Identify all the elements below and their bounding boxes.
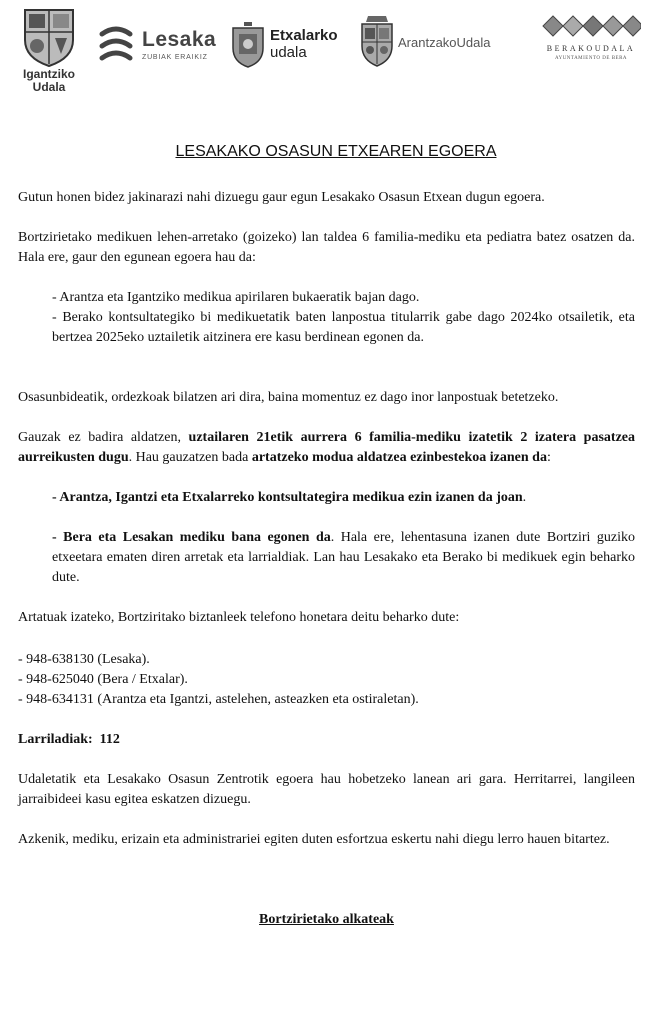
team-paragraph: Bortzirietako medikuen lehen-arretako (goizeko) lan taldea 6 familia-mediku eta pediatra batez osatzen da. Hala ere, gaur den egunean egoera hau da:: [18, 230, 635, 265]
bera-logo-name: BERAKOUDALA: [546, 44, 636, 53]
emergency-label: Larriladiak:: [18, 732, 93, 747]
gauzak-text-c: . Hau gauzatzen bada: [128, 450, 252, 465]
igantzi-logo-line2: Udala: [32, 80, 66, 94]
etxalar-logo-line2: udala: [270, 44, 307, 61]
signature-line: [18, 910, 635, 930]
lesaka-logo-name: Lesaka: [142, 28, 217, 51]
udal-paragraph: Udaletatik eta Lesakako Osasun Zentrotik egoera hau hobetzeko lanean ari gara. Herritarrei, langileen jarraibideei kasu egitea eskatzen dizuegu.: [18, 772, 635, 807]
lesaka-logo-sub: ZUBIAK ERAIKIZ: [142, 54, 208, 61]
document-title: LESAKAKO OSASUN ETXEAREN EGOERA: [175, 143, 497, 160]
arantza-logo: [358, 14, 508, 69]
phone-item-lesaka: - 948-638130 (Lesaka).: [18, 652, 150, 667]
etxalar-shield-icon: [230, 20, 266, 68]
phone-item-bera: - 948-625040 (Bera / Etxalar).: [18, 672, 188, 687]
bera-logo: [536, 14, 646, 74]
gauzak-bold-d: artatzeko modua aldatzea ezinbestekoa izanen da: [251, 450, 547, 465]
etxalar-logo: [230, 20, 355, 70]
gauzak-paragraph: [18, 428, 635, 468]
bera-lesaka-text: . Hala ere, lehentasuna izanen dute Bortziri guziko etxeetara ematen diren arretak eta larrialdiak. Lan hau Lesakako eta Berako bi medikuek egin beharko dute.: [52, 530, 635, 585]
igantzi-logo-line1: Igantziko: [22, 67, 75, 81]
arantza-shield-icon: [358, 14, 396, 68]
bera-lesaka-bold: - Bera eta Lesakan mediku bana egonen da: [52, 530, 331, 545]
etxalar-logo-line1: Etxalarko: [270, 27, 338, 44]
phone-item-arantza: - 948-634131 (Arantza eta Igantzi, astelehen, asteazken eta ostiraletan).: [18, 692, 419, 707]
osasunbidea-paragraph: Osasunbideatik, ordezkoak bilatzen ari dira, baina momentuz ez dago inor lanpostuak betetzeko.: [18, 390, 559, 405]
lesaka-logo: [98, 24, 220, 66]
emergency-line: [18, 730, 635, 750]
signature-text: Bortzirietako alkateak: [259, 912, 394, 927]
logo-header: [0, 0, 672, 110]
intro-paragraph: Gutun honen bidez jakinarazi nahi dizuegu gaur egun Lesakako Osasun Etxean dugun egoera.: [18, 190, 545, 205]
gauzak-text-a: Gauzak ez badira aldatzen,: [18, 430, 189, 445]
consult-closure-item: [52, 488, 635, 508]
azken-paragraph: Azkenik, mediku, erizain eta administrariei egiten duten esfortzua eskertu nahi diegu lerro hauen bitartez.: [18, 832, 610, 847]
bera-lesaka-item: [52, 528, 635, 588]
gauzak-bold-b: uztailaren 21etik aurrera 6 familia-mediku izatetik 2 izatera pasatzea aurreikusten dugu: [18, 430, 635, 465]
igantzi-shield-icon: [21, 6, 77, 68]
arantza-logo-name: ArantzakoUdala: [398, 35, 491, 50]
bera-logo-sub: AYUNTAMIENTO DE BERA: [554, 56, 628, 61]
gauzak-text-e: :: [546, 450, 551, 465]
emergency-number: 112: [99, 732, 120, 747]
consult-closure-end: .: [522, 490, 527, 505]
situation-item-2: - Berako kontsultategiko bi medikuetatik baten lanpostua titularrik gabe dago 2024ko otsailetik, eta bertzea 2025eko uztailetik aitzinera ere kasu berdinean egonen da.: [52, 310, 635, 345]
situation-item-1: - Arantza eta Igantziko medikua apirilaren bukaeratik bajan dago.: [52, 290, 420, 305]
igantzi-logo: [14, 6, 84, 98]
consult-closure-bold: - Arantza, Igantzi eta Etxalarreko kontsultategira medikua ezin izanen da joan: [52, 490, 523, 505]
artatuak-paragraph: Artatuak izateko, Bortziritako biztanleek telefono honetara deitu beharko dute:: [18, 610, 460, 625]
lesaka-waves-icon: [98, 24, 134, 64]
bera-diamonds-icon: [541, 14, 641, 38]
